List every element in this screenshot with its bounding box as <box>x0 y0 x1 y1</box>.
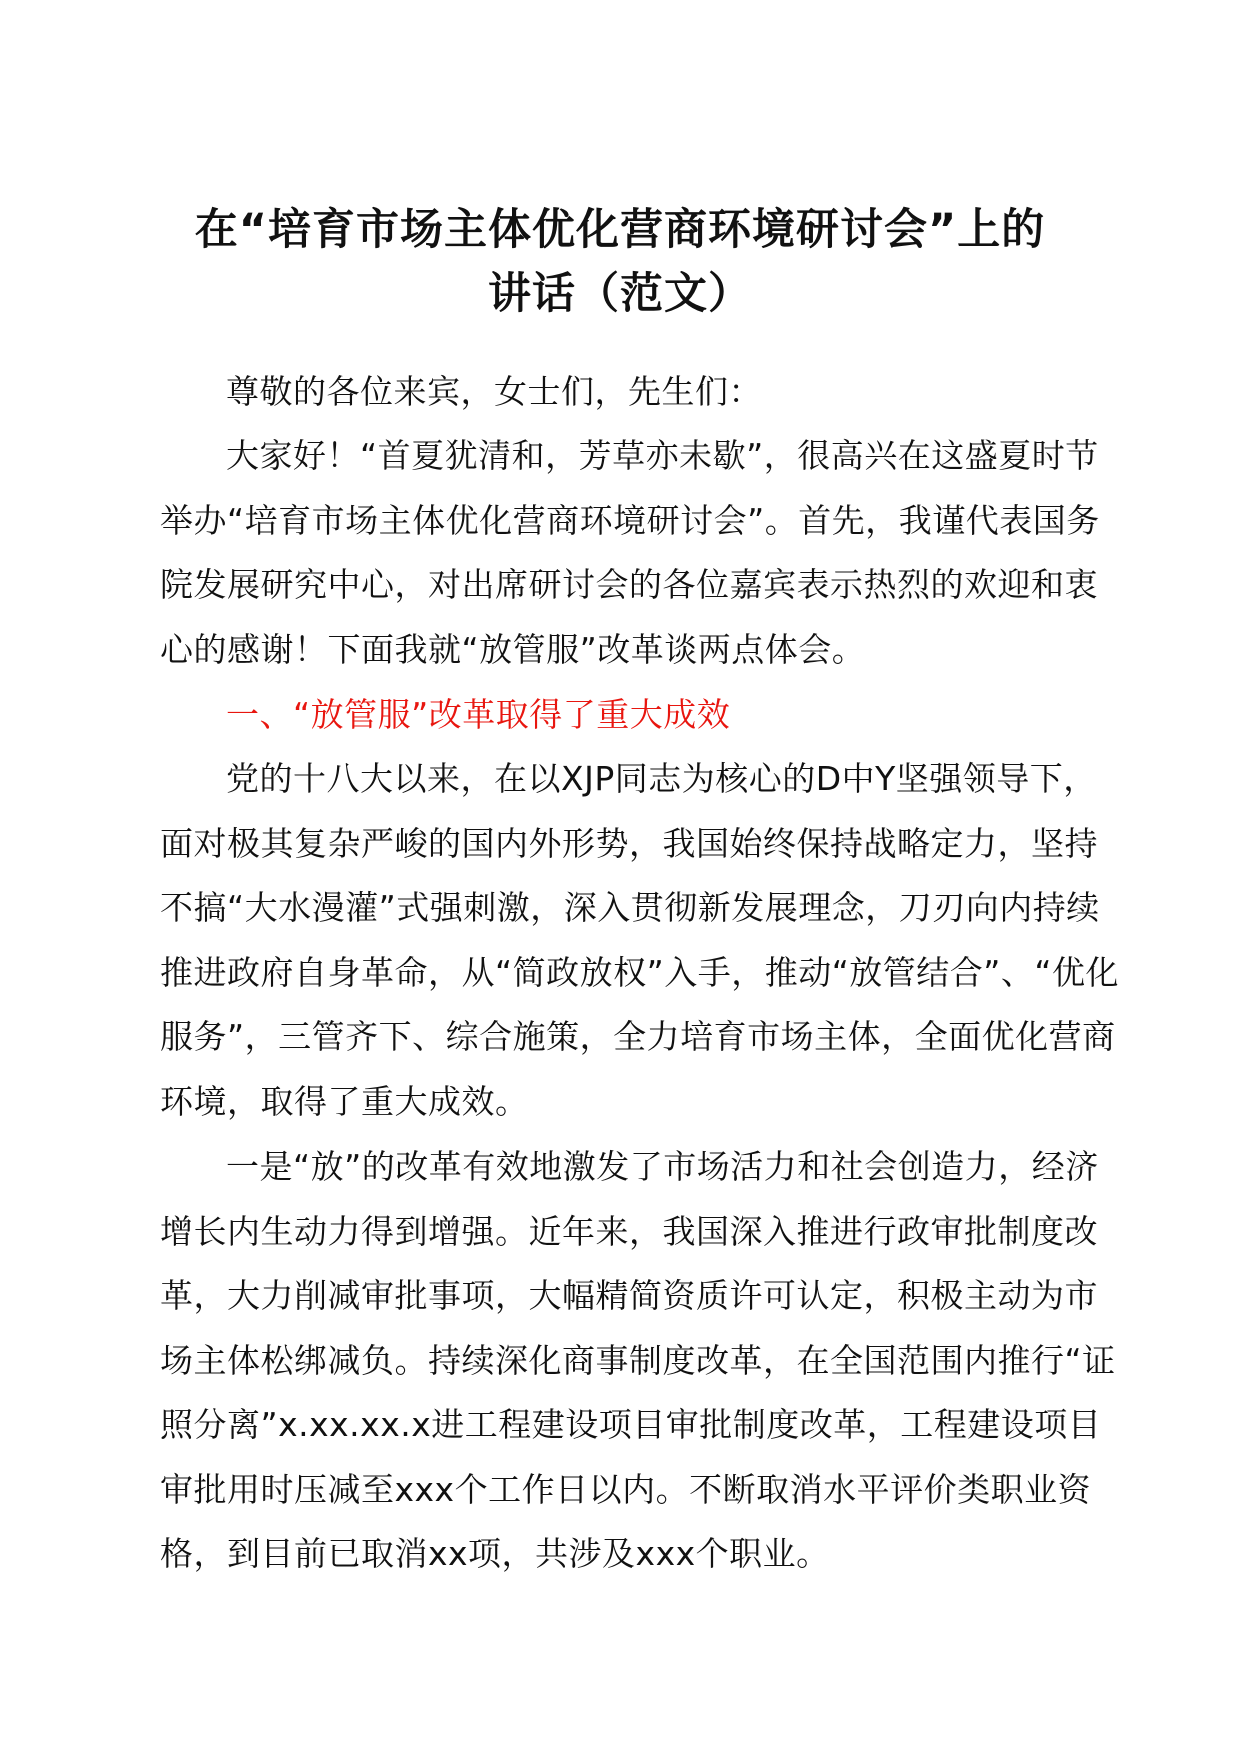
document-title-line1: 在“培育市场主体优化营商环境研讨会”上的 <box>194 205 1046 255</box>
intro-paragraph: 大家好！“首夏犹清和，芳草亦未歇”，很高兴在这盛夏时节举办“培育市场主体优化营商环境研讨会”。首先，我谨代表国务院发展研究中心，对出席研讨会的各位嘉宾表示热烈的欢迎和衷心的感谢！下面我就“放管服”改革谈两点体会。 <box>160 436 1100 669</box>
body-paragraph-2: 一是“放”的改革有效地激发了市场活力和社会创造力，经济增长内生动力得到增强。近年来，我国深入推进行政审批制度改革，大力削减审批事项，大幅精简资质许可认定，积极主动为市场主体松绑减负。持续深化商事制度改革，在全国范围内推行“证照分离”x.xx.xx.x进工程建设项目审批制度改革，工程建设项目审批用时压减至xxx个工作日以内。不断取消水平评价类职业资格，到目前已取消xx项，共涉及xxx个职业。 <box>160 1147 1116 1573</box>
document-title-line2: 讲话（范文） <box>488 269 752 319</box>
greeting-paragraph: 尊敬的各位来宾，女士们，先生们： <box>226 372 762 411</box>
body-paragraph-1: 党的十八大以来，在以XJP同志为核心的D中Y坚强领导下，面对极其复杂严峻的国内外形势，我国始终保持战略定力，坚持不搞“大水漫灌”式强刺激，深入贯彻新发展理念，刀刃向内持续推进政府自身革命，从“简政放权”入手，推动“放管结合”、“优化服务”，三管齐下、综合施策，全力培育市场主体，全面优化营商环境，取得了重大成效。 <box>160 759 1119 1121</box>
section-heading: 一、“放管服”改革取得了重大成效 <box>226 695 731 734</box>
